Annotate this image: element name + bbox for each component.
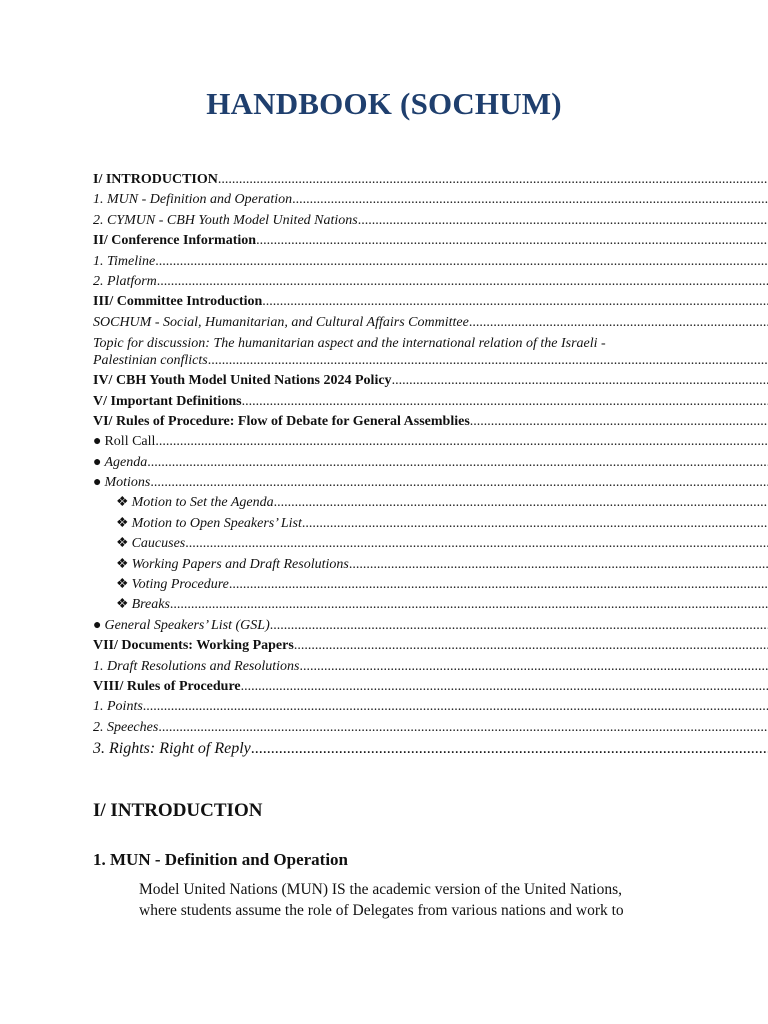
leader-dots (300, 659, 768, 674)
toc-entry[interactable]: ❖ Motion to Open Speakers’ List ..... (93, 514, 768, 534)
toc-entry[interactable]: II/ Conference Information ..... (93, 231, 768, 251)
leader-dots (147, 455, 768, 470)
leader-dots (256, 233, 768, 248)
paragraph-line: where students assume the role of Delegates from various nations and work to (139, 902, 624, 919)
toc-entry[interactable]: VII/ Documents: Working Papers ..... (93, 636, 768, 656)
leader-dots (392, 373, 768, 388)
body-paragraph (139, 879, 699, 921)
toc-entry[interactable]: ● Agenda ..... (93, 453, 768, 473)
toc-entry[interactable]: 1. Draft Resolutions and Resolutions ..... (93, 657, 768, 677)
diamond-bullet-icon: ❖ (116, 515, 129, 531)
leader-dots (150, 475, 768, 490)
subsection-heading: 1. MUN - Definition and Operation (93, 850, 348, 869)
diamond-bullet-icon: ❖ (116, 556, 129, 572)
diamond-bullet-icon: ❖ (116, 577, 129, 593)
leader-dots (158, 720, 768, 735)
toc-entry[interactable]: SOCHUM - Social, Humanitarian, and Cultural Affairs Committee ..... (93, 313, 768, 333)
section-heading: I/ INTRODUCTION (93, 800, 263, 821)
leader-dots (242, 394, 768, 409)
bullet-icon: ● (93, 454, 102, 470)
leader-dots (155, 434, 768, 449)
document-title: HANDBOOK (SOCHUM) (206, 86, 562, 121)
toc-entry[interactable]: ● Motions ..... (93, 473, 768, 493)
toc-entry[interactable]: 1. Timeline ..... (93, 252, 768, 272)
toc-entry[interactable]: 1. Points ..... (93, 697, 768, 717)
leader-dots (143, 699, 768, 714)
toc-entry[interactable]: ❖ Voting Procedure ..... (93, 575, 768, 595)
toc-entry[interactable]: VI/ Rules of Procedure: Flow of Debate for General Assemblies ..... (93, 412, 768, 432)
leader-dots (229, 577, 768, 592)
leader-dots (155, 254, 768, 269)
paragraph-line: Model United Nations (MUN) IS the academic version of the United Nations, (139, 881, 622, 898)
leader-dots (185, 536, 768, 551)
diamond-bullet-icon: ❖ (116, 495, 129, 511)
toc-entry[interactable]: Topic for discussion: The humanitarian aspect and the international relation of the Israeli - Palestinian conflicts ..... (93, 333, 768, 371)
toc-entry[interactable]: 2. Speeches ..... (93, 718, 768, 738)
leader-dots (470, 414, 768, 429)
toc-entry[interactable]: ● Roll Call ..... (93, 432, 768, 452)
toc-entry[interactable]: III/ Committee Introduction ..... (93, 292, 768, 312)
leader-dots (270, 618, 768, 633)
leader-dots (292, 192, 768, 207)
toc-entry[interactable]: IV/ CBH Youth Model United Nations 2024 Policy ..... (93, 371, 768, 391)
toc-entry[interactable]: 2. Platform ..... (93, 272, 768, 292)
leader-dots (208, 353, 768, 368)
diamond-bullet-icon: ❖ (116, 536, 129, 552)
leader-dots (349, 557, 768, 572)
bullet-icon: ● (93, 434, 102, 450)
leader-dots (358, 213, 768, 228)
leader-dots (294, 638, 768, 653)
toc-entry[interactable]: VIII/ Rules of Procedure ..... (93, 677, 768, 697)
leader-dots (274, 495, 768, 510)
diamond-bullet-icon: ❖ (116, 597, 129, 613)
leader-dots (218, 172, 768, 187)
leader-dots (241, 679, 768, 694)
toc-entry[interactable]: ❖ Breaks ..... (93, 595, 768, 615)
toc-entry[interactable]: 2. CYMUN - CBH Youth Model United Nations ..... (93, 211, 768, 231)
leader-dots (469, 315, 768, 330)
toc-entry[interactable]: V/ Important Definitions ..... (93, 392, 768, 412)
toc-entry[interactable]: ● General Speakers’ List (GSL) ..... (93, 616, 768, 636)
leader-dots (170, 597, 768, 612)
toc-entry[interactable]: 3. Rights: Right of Reply ..... (93, 738, 768, 760)
leader-dots (157, 274, 768, 289)
leader-dots (251, 740, 768, 757)
leader-dots (302, 516, 768, 531)
toc-entry[interactable]: ❖ Working Papers and Draft Resolutions ..... (93, 555, 768, 575)
toc-entry[interactable]: I/ INTRODUCTION ..... (93, 170, 768, 190)
bullet-icon: ● (93, 475, 102, 491)
leader-dots (262, 294, 768, 309)
toc-entry[interactable]: ❖ Caucuses ..... (93, 534, 768, 554)
toc-entry[interactable]: ❖ Motion to Set the Agenda ..... (93, 493, 768, 513)
toc-entry[interactable]: 1. MUN - Definition and Operation ..... (93, 190, 768, 210)
table-of-contents (93, 170, 768, 760)
bullet-icon: ● (93, 617, 102, 633)
